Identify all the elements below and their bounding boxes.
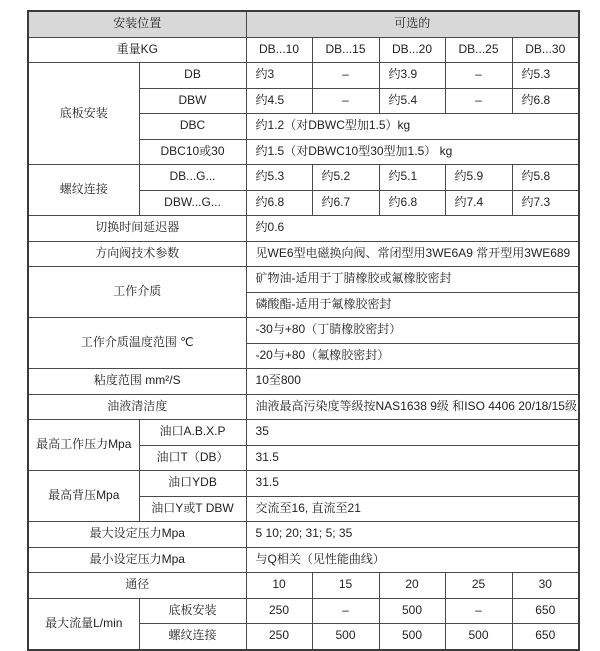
table-cell: 油口A.B.X.P — [139, 420, 246, 446]
table-cell: 25 — [445, 573, 512, 599]
header-cell: 可选的 — [246, 11, 579, 37]
spec-table-body — [28, 11, 579, 650]
table-row — [28, 598, 579, 624]
table-cell: 切换时间延迟器 — [28, 216, 246, 242]
table-cell: – — [445, 88, 512, 114]
table-cell: 最小设定压力Mpa — [28, 547, 246, 573]
table-cell: 螺纹连接 — [28, 165, 139, 216]
table-row — [28, 394, 579, 420]
table-cell: 约3 — [246, 63, 312, 89]
table-cell: 20 — [379, 573, 445, 599]
table-cell: -20与+80（氟橡胶密封） — [246, 343, 579, 369]
table-cell: 交流至16, 直流至21 — [246, 496, 579, 522]
table-cell: 500 — [379, 624, 445, 650]
table-cell: 粘度范围 mm²/S — [28, 369, 246, 395]
table-cell: – — [445, 63, 512, 89]
table-row — [28, 522, 579, 548]
table-row — [28, 11, 579, 37]
table-row — [28, 267, 579, 293]
table-cell: 15 — [312, 573, 379, 599]
table-cell: 250 — [246, 598, 312, 624]
table-cell: 最高工作压力Mpa — [28, 420, 139, 471]
table-cell: 约0.6 — [246, 216, 579, 242]
header-cell: 安装位置 — [28, 11, 246, 37]
table-cell: 约5.2 — [312, 165, 379, 191]
table-cell: 5 10; 20; 31; 5; 35 — [246, 522, 579, 548]
table-cell: 油口YDB — [139, 471, 246, 497]
table-cell: DBC10或30 — [139, 139, 246, 165]
table-cell: DB...10 — [246, 37, 312, 63]
table-cell: 约6.8 — [246, 190, 312, 216]
table-cell: 500 — [445, 624, 512, 650]
table-cell: 约1.5（对DBWC10型30型加1.5） kg — [246, 139, 579, 165]
table-cell: 工作介质 — [28, 267, 246, 318]
table-cell: 约1.2（对DBWC型加1.5）kg — [246, 114, 579, 140]
table-cell: 底板安装 — [139, 598, 246, 624]
spec-table — [27, 10, 580, 651]
table-cell: 250 — [246, 624, 312, 650]
table-cell: 约6.8 — [379, 190, 445, 216]
table-cell: 10 — [246, 573, 312, 599]
table-cell: 约5.8 — [512, 165, 579, 191]
table-cell: 35 — [246, 420, 579, 446]
table-cell: DB...30 — [512, 37, 579, 63]
table-cell: 油口Y或T DBW — [139, 496, 246, 522]
table-row — [28, 547, 579, 573]
table-cell: 最大设定压力Mpa — [28, 522, 246, 548]
table-cell: DB...25 — [445, 37, 512, 63]
table-cell: 650 — [512, 598, 579, 624]
table-cell: 31.5 — [246, 445, 579, 471]
table-cell: 矿物油-适用于丁腈橡胶或氟橡胶密封 — [246, 267, 579, 293]
table-cell: 见WE6型电磁换向阀、常闭型用3WE6A9 常开型用3WE689 — [246, 241, 579, 267]
table-cell: 磷酸酯-适用于氟橡胶密封 — [246, 292, 579, 318]
table-cell: 通径 — [28, 573, 246, 599]
table-cell: 约5.4 — [379, 88, 445, 114]
table-cell: 油口T（DB） — [139, 445, 246, 471]
table-cell: DBW — [139, 88, 246, 114]
table-cell: 约3.9 — [379, 63, 445, 89]
table-cell: 与Q相关（见性能曲线） — [246, 547, 579, 573]
table-cell: 约6.7 — [312, 190, 379, 216]
table-row — [28, 369, 579, 395]
table-cell: DBW...G... — [139, 190, 246, 216]
table-row — [28, 420, 579, 446]
table-cell: 最大流量L/min — [28, 598, 139, 650]
table-cell: 底板安装 — [28, 63, 139, 165]
table-cell: -30与+80（丁腈橡胶密封） — [246, 318, 579, 344]
table-cell: 约5.9 — [445, 165, 512, 191]
table-cell: 螺纹连接 — [139, 624, 246, 650]
table-cell: 约6.8 — [512, 88, 579, 114]
table-row — [28, 471, 579, 497]
table-cell: 10至800 — [246, 369, 579, 395]
table-cell: 31.5 — [246, 471, 579, 497]
table-row — [28, 573, 579, 599]
table-cell: 最高背压Mpa — [28, 471, 139, 522]
table-cell: 约5.3 — [246, 165, 312, 191]
table-cell: 方向阀技术参数 — [28, 241, 246, 267]
table-row — [28, 63, 579, 89]
table-cell: DB...15 — [312, 37, 379, 63]
table-cell: 约5.1 — [379, 165, 445, 191]
table-cell: 500 — [379, 598, 445, 624]
table-cell: 约7.4 — [445, 190, 512, 216]
table-cell: 约5.3 — [512, 63, 579, 89]
table-cell: 650 — [512, 624, 579, 650]
table-cell: 油液清洁度 — [28, 394, 246, 420]
table-row — [28, 37, 579, 63]
table-cell: DB...20 — [379, 37, 445, 63]
table-row — [28, 241, 579, 267]
table-cell: 油液最高污染度等级按NAS1638 9级 和ISO 4406 20/18/15级 — [246, 394, 579, 420]
table-cell: 工作介质温度范围 ℃ — [28, 318, 246, 369]
table-cell: DB — [139, 63, 246, 89]
table-cell: – — [312, 63, 379, 89]
table-cell: DBC — [139, 114, 246, 140]
table-row — [28, 216, 579, 242]
table-cell: 重量KG — [28, 37, 246, 63]
table-cell: 500 — [312, 624, 379, 650]
table-cell: – — [312, 598, 379, 624]
table-row — [28, 318, 579, 344]
table-cell: 30 — [512, 573, 579, 599]
table-cell: 约7.3 — [512, 190, 579, 216]
table-cell: – — [445, 598, 512, 624]
table-row — [28, 165, 579, 191]
table-cell: 约4.5 — [246, 88, 312, 114]
table-cell: – — [312, 88, 379, 114]
table-cell: DB...G... — [139, 165, 246, 191]
